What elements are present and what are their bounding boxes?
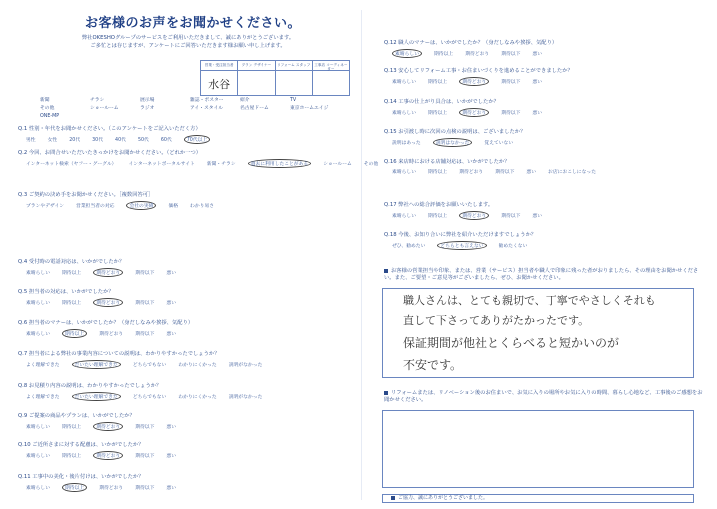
answer-option[interactable]: 悪い bbox=[166, 271, 177, 276]
left-question-10: Q.10 ご近所さまに対する配慮は、いかがでしたか？ bbox=[18, 442, 144, 448]
answer-option[interactable]: 70代以上 bbox=[184, 135, 211, 144]
source-option[interactable]: チラシ bbox=[90, 98, 105, 103]
answer-option[interactable]: 期待どおり bbox=[459, 108, 489, 117]
staff-header: 工事店 コーディネーター bbox=[314, 63, 348, 71]
answer-option[interactable]: 勧めたくない bbox=[498, 244, 528, 249]
source-option[interactable]: 雑誌・ポスター bbox=[190, 98, 224, 103]
answer-option[interactable]: 悪い bbox=[526, 170, 537, 175]
answer-option[interactable]: 説明がなかった bbox=[228, 395, 263, 400]
right-question-6: Q.17 弊社への総合評価をお願いいたします。 bbox=[384, 202, 494, 208]
answer-option[interactable]: 説明はあった bbox=[392, 141, 421, 146]
answer-option[interactable]: 期待以上 bbox=[428, 111, 448, 116]
left-options-1 bbox=[26, 135, 222, 144]
answer-option[interactable]: 素晴らしい bbox=[392, 214, 416, 219]
comment2-box[interactable] bbox=[382, 410, 694, 488]
answer-option[interactable]: わかり易さ bbox=[190, 204, 215, 209]
answer-option[interactable]: 女性 bbox=[47, 138, 58, 143]
left-question-3: Q.3 ご契約の決め手をお聞かせください。［複数回答可］ bbox=[18, 192, 154, 198]
answer-option[interactable]: インターネット検索（ヤフー・グーグル） bbox=[26, 162, 117, 167]
intro-line-1: 弊社OKESHOグループのサービスをご利用いただきまして、誠にありがとうございます。 bbox=[81, 35, 295, 41]
right-options-2 bbox=[392, 77, 554, 86]
answer-option[interactable]: 新聞・チラシ bbox=[206, 162, 236, 167]
intro-line-2: ご多忙とは存じますが、アンケートにご回答いただきます様お願い申し上げます。 bbox=[90, 43, 286, 49]
answer-option[interactable]: 悪い bbox=[166, 425, 177, 430]
answer-option[interactable]: 男性 bbox=[26, 138, 36, 143]
left-options-11 bbox=[26, 483, 188, 492]
staff-value: 水谷 bbox=[208, 78, 231, 91]
answer-option[interactable]: 期待以上 bbox=[62, 301, 82, 306]
answer-option[interactable]: 期待どおり bbox=[93, 298, 123, 307]
answer-option[interactable]: 期待以下 bbox=[135, 454, 155, 459]
staff-cell-coordinator bbox=[313, 61, 349, 95]
answer-option[interactable]: 説明はなかった bbox=[433, 138, 473, 147]
answer-option[interactable]: 20代 bbox=[69, 138, 81, 143]
answer-option[interactable]: 悪い bbox=[166, 486, 177, 491]
comment1-prompt-text: お客様の営業担当や印象、または、営業（サービス）担当者や職人で印象に残った者がおりましたら、その理由をお聞かせください。また、ご要望・ご意見等がございましたら、ぜひ、お聞かせください。 bbox=[384, 268, 699, 281]
right-question-2: Q.13 安心してリフォーム工事・お住まいづくりを進めることができましたか？ bbox=[384, 68, 573, 74]
answer-option[interactable]: どちらでもない bbox=[132, 395, 167, 400]
answer-option[interactable]: 期待以下 bbox=[135, 271, 155, 276]
answer-option[interactable]: 価格 bbox=[168, 204, 179, 209]
answer-option[interactable]: 期待以下 bbox=[135, 486, 155, 491]
answer-option[interactable]: 悪い bbox=[532, 80, 543, 85]
comment1-line-2: 直して下さってありがたかったです。 bbox=[403, 314, 590, 327]
left-question-6: Q.6 担当者のマナーは、いかがでしたか？（身だしなみや挨拶、気配り） bbox=[18, 320, 194, 326]
staff-header: リフォーム スタッフ bbox=[276, 61, 312, 71]
staff-cell-planner bbox=[238, 61, 275, 95]
answer-option[interactable]: 期待以上 bbox=[434, 52, 454, 57]
right-options-5 bbox=[392, 168, 608, 175]
left-options-7 bbox=[26, 360, 274, 369]
left-options-3 bbox=[26, 201, 226, 210]
left-question-8: Q.8 お見積り内容の説明は、わかりやすかったでしょうか？ bbox=[18, 383, 162, 389]
answer-option[interactable]: 素晴らしい bbox=[26, 332, 50, 337]
answer-option[interactable]: 期待どおり bbox=[93, 422, 123, 431]
staff-cell-reform bbox=[276, 61, 313, 95]
answer-option[interactable]: よく理解できた bbox=[26, 363, 60, 368]
left-question-5: Q.5 担当者の対応は、いかがでしたか？ bbox=[18, 289, 114, 295]
source-option[interactable]: その他 bbox=[40, 106, 55, 111]
answer-option[interactable]: 期待以上 bbox=[428, 170, 448, 175]
answer-option[interactable]: よく理解できた bbox=[26, 395, 60, 400]
answer-option[interactable]: だいたい理解できた bbox=[72, 392, 121, 401]
source-option[interactable]: 展示場 bbox=[140, 98, 155, 103]
answer-option[interactable]: 期待どおり bbox=[93, 451, 123, 460]
right-question-5: Q.16 来店時における店舗対応は、いかがでしたか？ bbox=[384, 159, 510, 165]
right-question-4: Q.15 お引渡し時に次回の点検の説明は、ございましたか？ bbox=[384, 129, 526, 135]
comment1-prompt bbox=[384, 268, 704, 282]
answer-option[interactable]: 期待以下 bbox=[501, 214, 521, 219]
answer-option[interactable]: 期待どおり bbox=[459, 77, 489, 86]
source-option[interactable]: 新聞 bbox=[40, 98, 50, 103]
answer-option[interactable]: 期待以下 bbox=[135, 332, 155, 337]
left-options-4 bbox=[26, 268, 188, 277]
answer-option[interactable]: 悪い bbox=[532, 111, 543, 116]
left-options-5 bbox=[26, 298, 188, 307]
bullet-icon bbox=[384, 269, 388, 273]
right-options-3 bbox=[392, 108, 554, 117]
bullet-icon bbox=[384, 391, 388, 395]
answer-option[interactable]: 期待以上 bbox=[62, 329, 87, 338]
comment1-box[interactable] bbox=[382, 288, 694, 378]
intro-text bbox=[18, 34, 358, 50]
source-option[interactable]: ラジオ bbox=[140, 106, 155, 111]
answer-option[interactable]: インターネットポータルサイト bbox=[128, 162, 195, 167]
answer-option[interactable]: 期待以下 bbox=[135, 425, 155, 430]
answer-option[interactable]: その他 bbox=[363, 162, 379, 167]
answer-option[interactable]: 期待どおり bbox=[99, 332, 124, 337]
answer-option[interactable]: 30代 bbox=[92, 138, 104, 143]
answer-option[interactable]: どちらとも言えない bbox=[437, 241, 486, 250]
answer-option[interactable]: 悪い bbox=[166, 332, 177, 337]
answer-option[interactable]: 期待どおり bbox=[459, 170, 484, 175]
answer-option[interactable]: 覚えていない bbox=[484, 141, 514, 146]
left-options-8 bbox=[26, 392, 274, 401]
comment2-prompt bbox=[384, 390, 704, 404]
answer-option[interactable]: 期待以上 bbox=[62, 454, 82, 459]
left-options-6 bbox=[26, 329, 188, 338]
comment1-line-4: 不安です。 bbox=[403, 358, 463, 372]
staff-header: プラン デザイナー bbox=[238, 61, 274, 71]
source-option[interactable]: アイ・スタイル bbox=[190, 106, 224, 111]
answer-option[interactable]: ショールーム bbox=[323, 162, 352, 167]
answer-option[interactable]: 50代 bbox=[137, 138, 149, 143]
answer-option[interactable]: 期待以下 bbox=[495, 170, 515, 175]
answer-option[interactable]: プランやデザイン bbox=[26, 204, 65, 209]
right-options-6 bbox=[392, 211, 554, 220]
left-question-4: Q.4 受付時の電話対応は、いかがでしたか？ bbox=[18, 259, 125, 265]
answer-option[interactable]: 期待以上 bbox=[428, 80, 448, 85]
answer-option[interactable]: 期待どおり bbox=[465, 52, 490, 57]
answer-option[interactable]: 期待以上 bbox=[62, 271, 82, 276]
answer-option[interactable]: 悪い bbox=[532, 52, 543, 57]
comment1-line-1: 職人さんは、とても親切で、丁寧でやさしくそれも bbox=[403, 294, 656, 307]
right-options-1 bbox=[392, 49, 554, 58]
answer-option[interactable]: 素晴らしい bbox=[26, 454, 50, 459]
answer-option[interactable]: 過去に利用したことがある bbox=[248, 159, 312, 168]
answer-option[interactable]: 素晴らしい bbox=[392, 170, 416, 175]
staff-cell-sales bbox=[201, 61, 238, 95]
staff-header: 営業・受注担当者 bbox=[201, 61, 237, 71]
column-divider bbox=[361, 10, 362, 500]
footer-text: ご協力、誠にありがとうございました。 bbox=[398, 495, 489, 501]
answer-option[interactable]: 期待以下 bbox=[501, 80, 521, 85]
answer-option[interactable]: わかりにくかった bbox=[178, 395, 217, 400]
bullet-icon bbox=[391, 496, 395, 500]
answer-option[interactable]: 素晴らしい bbox=[392, 80, 416, 85]
source-option[interactable]: 紹介 bbox=[240, 98, 250, 103]
answer-option[interactable]: 素晴らしい bbox=[26, 301, 50, 306]
answer-option[interactable]: ぜひ、勧めたい bbox=[392, 244, 426, 249]
left-question-1: Q.1 性別・年代をお聞かせください。（このアンケートをご記入いただく方） bbox=[18, 126, 201, 132]
left-question-9: Q.9 ご提案の商品やプランは、いかがでしたか？ bbox=[18, 413, 135, 419]
source-option[interactable]: ONE-MP bbox=[40, 114, 60, 119]
answer-option[interactable]: 素晴らしい bbox=[26, 271, 50, 276]
staff-table bbox=[200, 60, 350, 96]
answer-option[interactable]: 期待以上 bbox=[428, 214, 448, 219]
answer-option[interactable]: 悪い bbox=[166, 301, 177, 306]
answer-option[interactable]: 素晴らしい bbox=[26, 425, 50, 430]
answer-option[interactable]: 素晴らしい bbox=[392, 111, 416, 116]
answer-option[interactable]: どちらでもない bbox=[132, 363, 167, 368]
answer-option[interactable]: 悪い bbox=[166, 454, 177, 459]
left-options-9 bbox=[26, 422, 188, 431]
answer-option[interactable]: 期待以下 bbox=[135, 301, 155, 306]
answer-option[interactable]: 40代 bbox=[115, 138, 126, 143]
right-question-7: Q.18 今後、お知り合いに弊社を紹介いただけますでしょうか？ bbox=[384, 232, 537, 238]
answer-option[interactable]: だいたい理解できた bbox=[72, 360, 121, 369]
answer-option[interactable]: 60代 bbox=[160, 138, 172, 143]
answer-option[interactable]: 期待どおり bbox=[93, 268, 123, 277]
left-question-7: Q.7 担当者による弊社の事業内容についての説明は、わかりやすかったでしょうか？ bbox=[18, 351, 220, 357]
answer-option[interactable]: 期待どおり bbox=[459, 211, 489, 220]
answer-option[interactable]: 会社の実績 bbox=[126, 201, 156, 210]
answer-option[interactable]: 説明がなかった bbox=[228, 363, 263, 368]
footer-bar bbox=[382, 494, 694, 503]
answer-option[interactable]: 期待以上 bbox=[62, 425, 82, 430]
comment1-line-3: 保証期間が他社とくらべると短かいのが bbox=[403, 336, 620, 350]
answer-option[interactable]: 期待以下 bbox=[501, 111, 521, 116]
answer-option[interactable]: 素晴らしい bbox=[392, 49, 422, 58]
page-title: お客様のお声をお聞かせください。 bbox=[84, 16, 301, 31]
source-option[interactable]: TV bbox=[290, 98, 297, 103]
right-question-3: Q.14 工事の仕上がり具合は、いかがでしたか？ bbox=[384, 99, 499, 105]
left-question-11: Q.11 工事中の美化・後片付けは、いかがでしたか？ bbox=[18, 474, 144, 480]
answer-option[interactable]: 営業担当者の対応 bbox=[76, 204, 115, 209]
right-question-1: Q.12 職人のマナーは、いかがでしたか？（身だしなみや挨拶、気配り） bbox=[384, 40, 558, 46]
source-option[interactable]: 東京ホームエイジ bbox=[290, 106, 329, 111]
left-options-2 bbox=[26, 159, 390, 168]
left-question-2: Q.2 今回、お問合せいただいたきっかけをお聞かせください。（どれか一つ） bbox=[18, 150, 202, 156]
answer-option[interactable]: 期待以上 bbox=[62, 483, 87, 492]
answer-option[interactable]: お店におこしになった bbox=[548, 170, 596, 175]
comment2-prompt-text: リフォームまたは、リノベーション後のお住まいで、お気に入りの場所やお気に入りの時間、暮らし心地など、工事後のご感想をお聞かせください。 bbox=[384, 390, 703, 403]
answer-option[interactable]: 期待以下 bbox=[501, 52, 521, 57]
left-options-10 bbox=[26, 451, 188, 460]
source-option[interactable]: ショールーム bbox=[90, 106, 119, 111]
answer-option[interactable]: わかりにくかった bbox=[178, 363, 217, 368]
answer-option[interactable]: 悪い bbox=[532, 214, 543, 219]
source-checkboxes bbox=[40, 97, 340, 121]
right-options-4 bbox=[392, 138, 525, 147]
right-options-7 bbox=[392, 241, 539, 250]
answer-option[interactable]: 期待どおり bbox=[99, 486, 124, 491]
answer-option[interactable]: 素晴らしい bbox=[26, 486, 50, 491]
source-option[interactable]: 名古屋ドーム bbox=[240, 106, 269, 111]
